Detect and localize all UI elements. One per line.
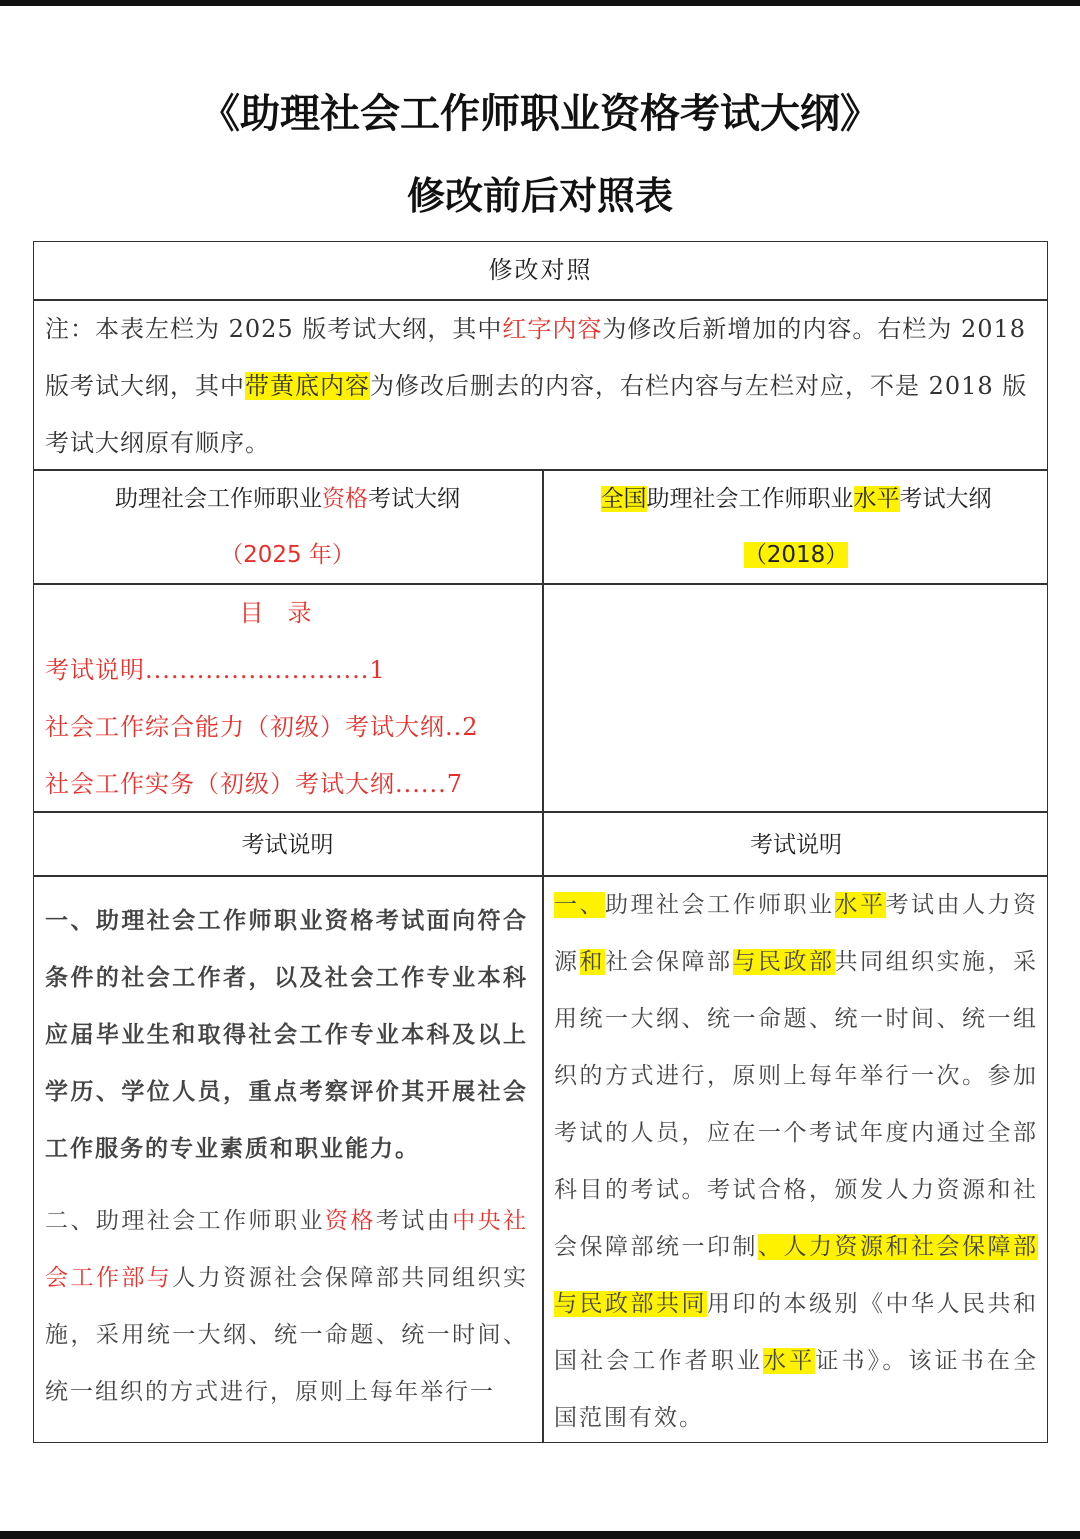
right-para-highlight: 水平 [834, 892, 886, 918]
right-title-highlight-text: 水平 [853, 486, 900, 512]
left-para2-text: 人力资源社会保障部共同组织实施，采用统一大纲、统一命题、统一时间、统一组织的方式进行，原则上每年举行一 [45, 1265, 528, 1405]
right-para-text: 助理社会工作师职业 [605, 892, 835, 918]
right-title-text: 考试大纲 [899, 486, 992, 512]
left-column-title [33, 471, 542, 583]
right-body [554, 877, 1038, 1439]
right-column-title [544, 471, 1048, 583]
left-paragraph-2 [45, 1193, 528, 1421]
note-text: 注：本表左栏为 2025 版考试大纲，其中 [45, 315, 503, 343]
right-para-text: 共同组织实施，采用统一大纲、统一命题、统一时间、统一组织的方式进行，原则上每年举行一次。参加考试的人员，应在一个考试年度内通过全部科目的考试。考试合格，颁发人力资源和社会保障部统一印制 [554, 949, 1038, 1260]
document-title: 《助理社会工作师职业资格考试大纲》 [200, 91, 880, 137]
right-para-text: 考试由人力资源 [554, 892, 1038, 975]
left-title-text: 助理社会工作师职业 [115, 486, 322, 512]
right-title-highlight-text: 全国 [600, 486, 647, 512]
right-title-text: 助理社会工作师职业 [646, 486, 854, 512]
right-para-text: 证书》。该证书在全国范围有效。 [554, 1348, 1038, 1431]
right-para-text: 用印的本级别《中华人民共和国社会工作者职业 [554, 1291, 1038, 1374]
toc-title: 目录 [239, 599, 336, 627]
toc-item[interactable]: 社会工作实务（初级）考试大纲......7 [45, 770, 464, 798]
right-section-title: 考试说明 [750, 832, 842, 858]
left-body [45, 892, 528, 1440]
document-subtitle: 修改前后对照表 [406, 174, 673, 218]
toc-item[interactable]: 社会工作综合能力（初级）考试大纲..2 [45, 713, 479, 741]
left-para2-text: 考试由 [375, 1208, 453, 1234]
table-note [45, 301, 1040, 469]
left-para2-red-text: 中央社会工作部与 [45, 1208, 528, 1291]
right-paragraph-1 [554, 877, 1038, 1439]
right-title-year: （2018） [743, 542, 849, 568]
right-para-text: 社会保障部 [605, 949, 733, 975]
left-para2-text: 二、助理社会工作师职业 [45, 1208, 325, 1234]
right-para-highlight: 水平 [763, 1348, 816, 1374]
toc-item[interactable]: 考试说明..........................1 [45, 656, 386, 684]
note-red-text: 红字内容 [502, 315, 603, 343]
top-border [0, 0, 1080, 6]
bottom-border [0, 1531, 1080, 1539]
left-paragraph-1: 一、助理社会工作师职业资格考试面向符合条件的社会工作者，以及社会工作专业本科应届毕业生和取得社会工作专业本科及以上学历、学位人员，重点考察评价其开展社会工作服务的专业素质和职业能力。 [45, 907, 528, 1162]
left-title-year: （2025 年） [220, 542, 355, 568]
note-highlight-text: 带黄底内容 [245, 372, 370, 400]
table-of-contents [45, 585, 530, 811]
left-title-red-text: 资格 [322, 486, 368, 512]
right-para-highlight: 和 [579, 949, 605, 975]
note-text: 为修改后删去的内容，右栏内容与左栏对应，不是 2018 版考试大纲原有顺序。 [45, 372, 1028, 457]
right-para-highlight: 、人力资源和社会保障部与民政部共同 [554, 1234, 1038, 1317]
column-divider [542, 469, 544, 1443]
right-para-highlight: 一、 [554, 892, 605, 918]
table-header: 修改对照 [488, 256, 593, 284]
left-section-title: 考试说明 [241, 832, 334, 858]
note-text: 为修改后新增加的内容。右栏为 2018 版考试大纲，其中 [45, 315, 1027, 400]
right-para-highlight: 与民政部 [732, 949, 835, 975]
left-para2-red-text: 资格 [324, 1208, 376, 1234]
left-title-text: 考试大纲 [368, 486, 460, 512]
